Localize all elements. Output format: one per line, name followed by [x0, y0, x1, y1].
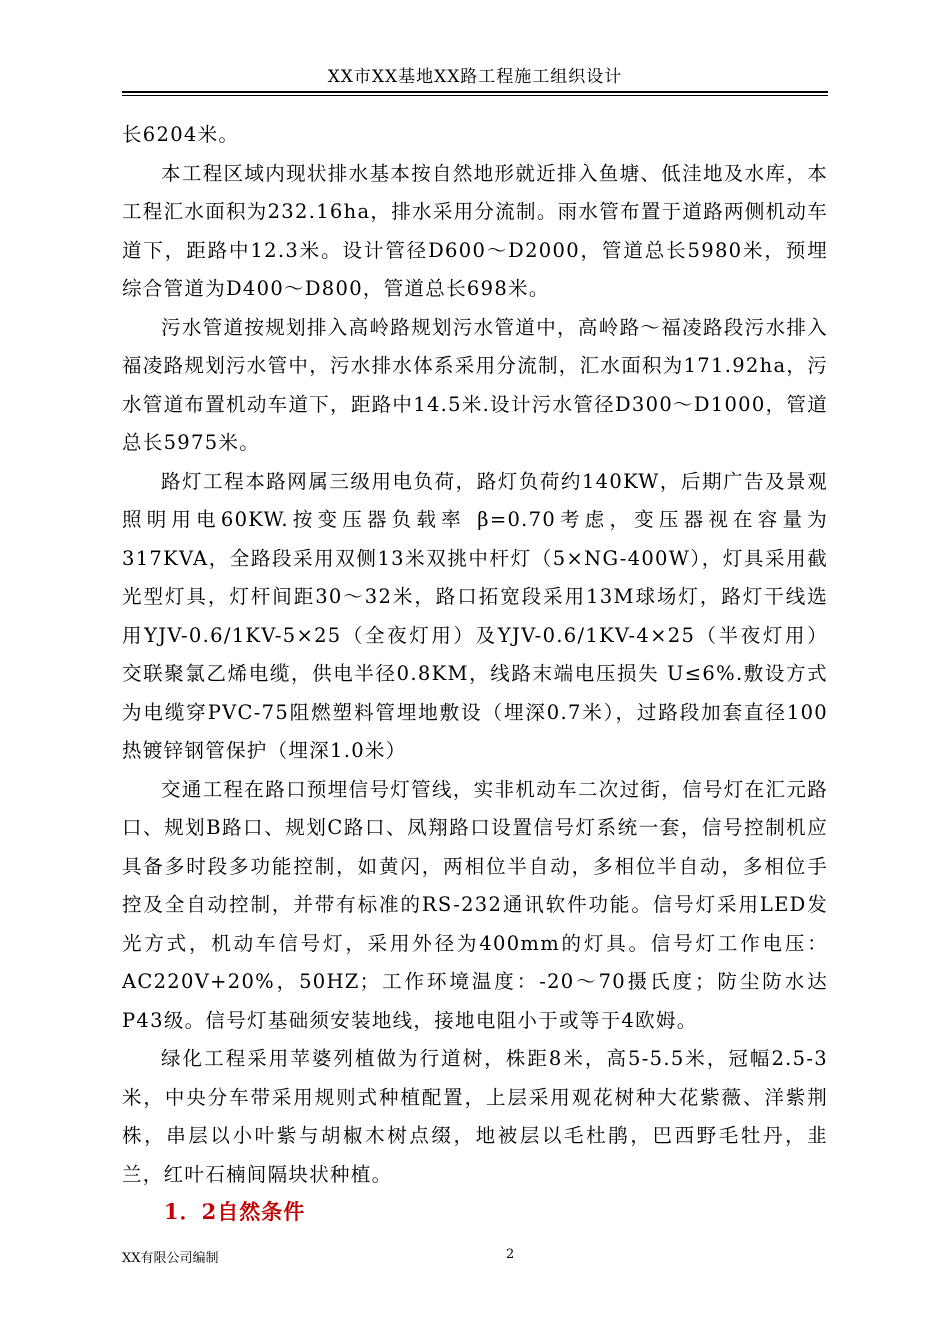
paragraph-street-lighting: 路灯工程本路网属三级用电负荷，路灯负荷约140KW，后期广告及景观照明用电60KW.按变压器负载率 β=0.70考虑，变压器视在容量为317KVA，全路段采用双侧13米双挑中杆灯（5×NG-400W），灯具采用截光型灯具，灯杆间距30～32米，路口拓宽段采用13M球场灯，路灯干线选用YJV-0.6/1KV-5×25（全夜灯用）及YJV-0.6/1KV-4×25（半夜灯用）交联聚氯乙烯电缆，供电半径0.8KM，线路末端电压损失 U≤6%.敷设方式为电缆穿PVC-75阻燃塑料管埋地敷设（埋深0.7米），过路段加套直径100热镀锌钢管保护（埋深1.0米） — [122, 469, 828, 762]
footer-page-number: 2 — [506, 1247, 515, 1262]
paragraph-traffic: 交通工程在路口预埋信号灯管线，实非机动车二次过街，信号灯在汇元路口、规划B路口、规划C路口、凤翔路口设置信号灯系统一套，信号控制机应具备多时段多功能控制，如黄闪，两相位半自动，多相位半自动，多相位手控及全自动控制，并带有标准的RS-232通讯软件功能。信号灯采用LED发光方式，机动车信号灯，采用外径为400mm的灯具。信号灯工作电压：AC220V+20%，50HZ；工作环境温度：-20～70摄氏度；防尘防水达P43级。信号灯基础须安装地线，接地电阻小于或等于4欧姆。 — [122, 777, 828, 1032]
footer-company: XX有限公司编制 — [122, 1251, 219, 1266]
page-header-title: XX市XX基地XX路工程施工组织设计 — [327, 67, 623, 87]
document-body — [122, 116, 828, 1194]
paragraph-greening: 绿化工程采用苹婆列植做为行道树，株距8米，高5-5.5米，冠幅2.5-3米，中央分车带采用规则式种植配置，上层采用观花树种大花紫薇、洋紫荆株，串层以小叶紫与胡椒木树点缀，地被层以毛杜鹃，巴西野毛牡丹，韭兰，红叶石楠间隔块状种植。 — [122, 1047, 828, 1186]
header-rule-thin — [122, 95, 828, 96]
paragraph-drainage: 本工程区域内现状排水基本按自然地形就近排入鱼塘、低洼地及水库，本工程汇水面积为232.16ha，排水采用分流制。雨水管布置于道路两侧机动车道下，距路中12.3米。设计管径D600～D2000，管道总长5980米，预埋综合管道为D400～D800，管道总长698米。 — [122, 161, 829, 300]
paragraph-sewage: 污水管道按规划排入高岭路规划污水管道中，高岭路～福凌路段污水排入福凌路规划污水管中，污水排水体系采用分流制，汇水面积为171.92ha，污水管道布置机动车道下，距路中14.5米.设计污水管径D300～D1000，管道总长5975米。 — [122, 315, 829, 454]
paragraph-continuation: 长6204米。 — [122, 123, 240, 146]
section-heading: 1．2自然条件 — [164, 1199, 306, 1224]
header-rule-thick — [122, 91, 828, 93]
